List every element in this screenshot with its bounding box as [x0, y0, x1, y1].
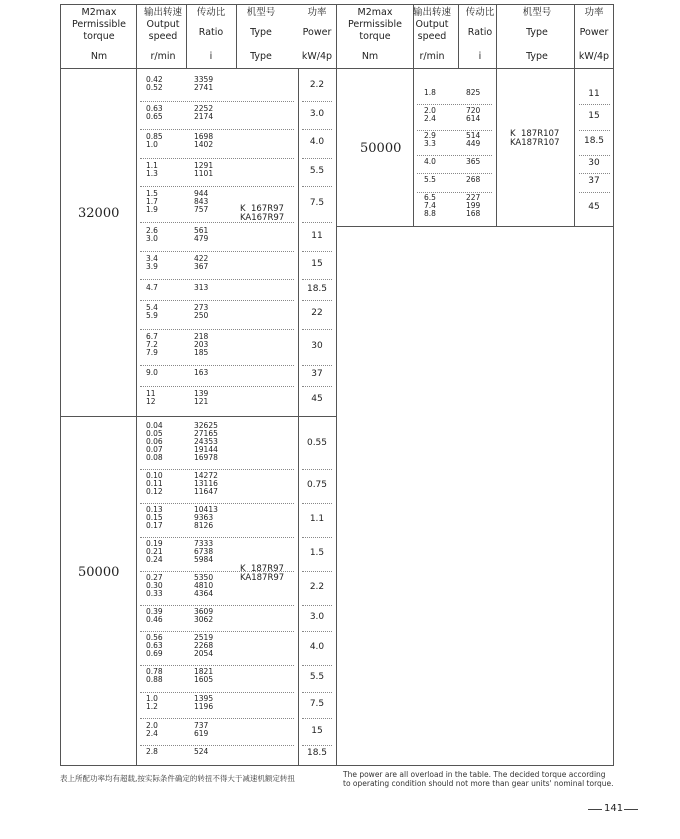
row-separator — [302, 251, 332, 252]
row-separator — [140, 251, 294, 252]
power-value: 0.55 — [306, 438, 328, 449]
power-value: 22 — [311, 308, 323, 319]
ratio-values: 2252 2174 — [194, 103, 214, 121]
row-separator — [579, 192, 610, 193]
row-separator — [302, 692, 332, 693]
power-value: 2.2 — [309, 581, 325, 592]
ratio-values: 313 — [194, 282, 209, 292]
header-torque-unit: Nm — [90, 51, 108, 62]
speed-values: 11 12 — [146, 388, 156, 406]
header-type-unit: Type — [526, 51, 548, 62]
speed-values: 2.0 2.4 — [146, 720, 158, 738]
row-separator — [302, 537, 332, 538]
row-separator — [302, 571, 332, 572]
ratio-values: 163 — [194, 368, 209, 378]
row-separator — [302, 745, 332, 746]
header-speed-line: 输出转速 — [143, 7, 182, 18]
ratio-values: 944 843 757 — [194, 189, 209, 215]
header-torque-line: torque — [83, 31, 115, 42]
power-value: 15 — [311, 259, 323, 270]
row-separator — [140, 605, 294, 606]
speed-values: 1.1 1.3 — [146, 160, 158, 178]
speed-values: 2.6 3.0 — [146, 225, 158, 243]
row-separator — [302, 222, 332, 223]
type-label: K 187R107 KA187R107 — [510, 129, 560, 148]
header-speed-line: speed — [148, 31, 178, 42]
row-separator — [579, 173, 610, 174]
power-value: 5.5 — [309, 165, 325, 176]
section-rule — [60, 416, 337, 417]
speed-values: 1.0 1.2 — [146, 693, 158, 711]
power-value: 11 — [588, 89, 600, 100]
page-number: 141 — [604, 803, 624, 814]
ratio-values: 5350 4810 4364 — [194, 572, 214, 598]
row-separator — [140, 365, 294, 366]
header-torque-line: M2max — [357, 7, 393, 18]
speed-values: 0.42 0.52 — [146, 75, 163, 93]
power-value: 45 — [311, 393, 323, 404]
row-separator — [302, 329, 332, 330]
header-rule — [60, 68, 614, 69]
row-separator — [302, 101, 332, 102]
header-ratio — [186, 7, 236, 39]
row-separator — [579, 104, 610, 105]
header-power-line: Power — [579, 27, 609, 38]
ratio-values: 273 250 — [194, 303, 209, 321]
row-separator — [140, 186, 294, 187]
header-ratio-line: 传动比 — [196, 7, 226, 18]
ratio-values: 1291 1101 — [194, 160, 214, 178]
header-torque — [338, 7, 412, 43]
speed-values: 5.5 — [424, 175, 436, 185]
row-separator — [140, 279, 294, 280]
power-value: 0.75 — [306, 479, 328, 490]
header-speed — [407, 7, 457, 43]
power-value: 18.5 — [306, 283, 328, 294]
speed-values: 5.4 5.9 — [146, 303, 158, 321]
ratio-values: 1698 1402 — [194, 132, 214, 150]
header-torque-unit: Nm — [361, 51, 379, 62]
row-separator — [140, 469, 294, 470]
row-separator — [302, 279, 332, 280]
header-torque — [62, 7, 136, 43]
ratio-values: 218 203 185 — [194, 331, 209, 357]
header-ratio-line: 传动比 — [465, 7, 495, 18]
row-separator — [579, 155, 610, 156]
speed-values: 4.7 — [146, 282, 158, 292]
row-separator — [140, 101, 294, 102]
row-separator — [140, 222, 294, 223]
speed-values: 0.27 0.30 0.33 — [146, 572, 163, 598]
speed-values: 6.5 7.4 8.8 — [424, 192, 436, 218]
power-value: 3.0 — [309, 108, 325, 119]
footnote-english: The power are all overload in the table. The decided torque according — [343, 770, 606, 779]
ratio-values: 3609 3062 — [194, 606, 214, 624]
header-ratio — [458, 7, 502, 39]
row-separator — [140, 503, 294, 504]
header-ratio-line: Ratio — [467, 27, 493, 38]
power-value: 30 — [311, 340, 323, 351]
speed-values: 0.39 0.46 — [146, 606, 163, 624]
power-value: 3.0 — [309, 611, 325, 622]
type-label: K 187R97 KA187R97 — [240, 564, 285, 583]
ratio-values: 561 479 — [194, 225, 209, 243]
ratio-values: 268 — [466, 175, 481, 185]
header-type — [236, 7, 286, 39]
ratio-values: 1821 1605 — [194, 667, 214, 685]
power-value: 2.2 — [309, 80, 325, 91]
col-divider — [136, 4, 137, 766]
header-torque-line: M2max — [81, 7, 117, 18]
torque-value: 50000 — [78, 565, 120, 580]
ratio-values: 514 449 — [466, 131, 481, 149]
speed-values: 0.10 0.11 0.12 — [146, 470, 163, 496]
header-speed-line: speed — [417, 31, 447, 42]
torque-value: 50000 — [360, 141, 402, 156]
row-separator — [140, 129, 294, 130]
footnote-english: to operating condition should not more than gear units' nominal torque. — [343, 779, 614, 788]
speed-values: 0.85 1.0 — [146, 132, 163, 150]
header-speed — [137, 7, 189, 43]
speed-values: 2.8 — [146, 747, 158, 757]
row-separator — [140, 631, 294, 632]
row-separator — [302, 186, 332, 187]
row-separator — [302, 158, 332, 159]
header-ratio-unit: i — [209, 51, 213, 62]
footnote-chinese: 表上所配功率均有超载,按实际条件确定的转扭不得大于减速机额定转扭 — [60, 774, 295, 783]
row-separator — [140, 386, 294, 387]
ratio-values: 2519 2268 2054 — [194, 633, 214, 659]
power-value: 4.0 — [309, 642, 325, 653]
header-ratio-unit: i — [478, 51, 482, 62]
header-power-line: Power — [302, 27, 332, 38]
row-separator — [302, 503, 332, 504]
row-separator — [302, 129, 332, 130]
header-type-line: 机型号 — [522, 7, 552, 18]
type-label: K 167R97 KA167R97 — [240, 204, 285, 223]
ratio-values: 7333 6738 5984 — [194, 538, 214, 564]
row-separator — [302, 605, 332, 606]
power-value: 18.5 — [306, 748, 328, 759]
row-separator — [140, 537, 294, 538]
ratio-values: 1395 1196 — [194, 693, 214, 711]
header-type-line: 机型号 — [246, 7, 276, 18]
row-separator — [302, 386, 332, 387]
power-value: 1.1 — [309, 513, 325, 524]
row-separator — [579, 130, 610, 131]
speed-values: 0.56 0.63 0.69 — [146, 633, 163, 659]
row-separator — [302, 365, 332, 366]
power-value: 7.5 — [309, 198, 325, 209]
ratio-values: 720 614 — [466, 105, 481, 123]
speed-values: 0.78 0.88 — [146, 667, 163, 685]
speed-values: 0.19 0.21 0.24 — [146, 538, 163, 564]
power-value: 4.0 — [309, 137, 325, 148]
power-value: 37 — [588, 176, 600, 187]
speed-values: 3.4 3.9 — [146, 254, 158, 272]
ratio-values: 3359 2741 — [194, 75, 214, 93]
power-value: 15 — [588, 110, 600, 121]
power-value: 5.5 — [309, 672, 325, 683]
header-power — [298, 7, 336, 39]
header-speed-line: 输出转速 — [412, 7, 451, 18]
torque-value: 32000 — [78, 206, 120, 221]
header-torque-line: Permissible — [72, 19, 126, 30]
row-separator — [302, 718, 332, 719]
row-separator — [302, 631, 332, 632]
ratio-values: 139 121 — [194, 388, 209, 406]
power-value: 37 — [311, 369, 323, 380]
header-power-line: 功率 — [584, 7, 604, 18]
header-speed-line: Output — [146, 19, 180, 30]
ratio-values: 10413 9363 8126 — [194, 504, 218, 530]
header-torque-line: torque — [359, 31, 391, 42]
speed-values: 6.7 7.2 7.9 — [146, 331, 158, 357]
header-power-unit: kW/4p — [301, 51, 333, 62]
speed-values: 1.8 — [424, 88, 436, 98]
speed-values: 4.0 — [424, 157, 436, 167]
row-separator — [140, 665, 294, 666]
power-value: 18.5 — [583, 136, 605, 147]
power-value: 30 — [588, 158, 600, 169]
row-separator — [140, 745, 294, 746]
speed-values: 9.0 — [146, 368, 158, 378]
speed-values: 0.04 0.05 0.06 0.07 0.08 — [146, 421, 163, 463]
power-value: 7.5 — [309, 698, 325, 709]
header-power-unit: kW/4p — [578, 51, 610, 62]
speed-values: 0.13 0.15 0.17 — [146, 504, 163, 530]
header-speed-unit: r/min — [150, 51, 176, 62]
header-speed-line: Output — [415, 19, 449, 30]
header-power — [574, 7, 614, 39]
row-separator — [140, 571, 294, 572]
header-type-line: Type — [250, 27, 272, 38]
ratio-values: 14272 13116 11647 — [194, 470, 218, 496]
speed-values: 1.5 1.7 1.9 — [146, 189, 158, 215]
ratio-values: 32625 27165 24353 19144 16978 — [194, 421, 218, 463]
row-separator — [140, 718, 294, 719]
header-speed-unit: r/min — [419, 51, 445, 62]
speed-values: 2.0 2.4 — [424, 105, 436, 123]
header-type-line: Type — [526, 27, 548, 38]
row-separator — [302, 665, 332, 666]
row-separator — [140, 158, 294, 159]
speed-values: 0.63 0.65 — [146, 103, 163, 121]
ratio-values: 227 199 168 — [466, 192, 481, 218]
row-separator — [302, 300, 332, 301]
header-power-line: 功率 — [307, 7, 327, 18]
col-divider — [298, 68, 299, 766]
power-value: 11 — [311, 230, 323, 241]
ratio-values: 737 619 — [194, 720, 209, 738]
header-ratio-line: Ratio — [198, 27, 224, 38]
row-separator — [417, 155, 492, 156]
ratio-values: 365 — [466, 157, 481, 167]
col-divider — [336, 4, 337, 766]
header-torque-line: Permissible — [348, 19, 402, 30]
ratio-values: 524 — [194, 747, 209, 757]
speed-values: 2.9 3.3 — [424, 131, 436, 149]
row-separator — [140, 329, 294, 330]
header-type — [508, 7, 566, 39]
row-separator — [302, 469, 332, 470]
power-value: 15 — [311, 725, 323, 736]
row-separator — [140, 300, 294, 301]
ratio-values: 825 — [466, 88, 481, 98]
power-value: 1.5 — [309, 547, 325, 558]
row-separator — [417, 173, 492, 174]
page-number-rule — [588, 809, 602, 810]
power-value: 45 — [588, 201, 600, 212]
ratio-values: 422 367 — [194, 254, 209, 272]
section-rule — [336, 226, 614, 227]
header-type-unit: Type — [250, 51, 272, 62]
page-number-rule — [624, 809, 638, 810]
row-separator — [140, 692, 294, 693]
